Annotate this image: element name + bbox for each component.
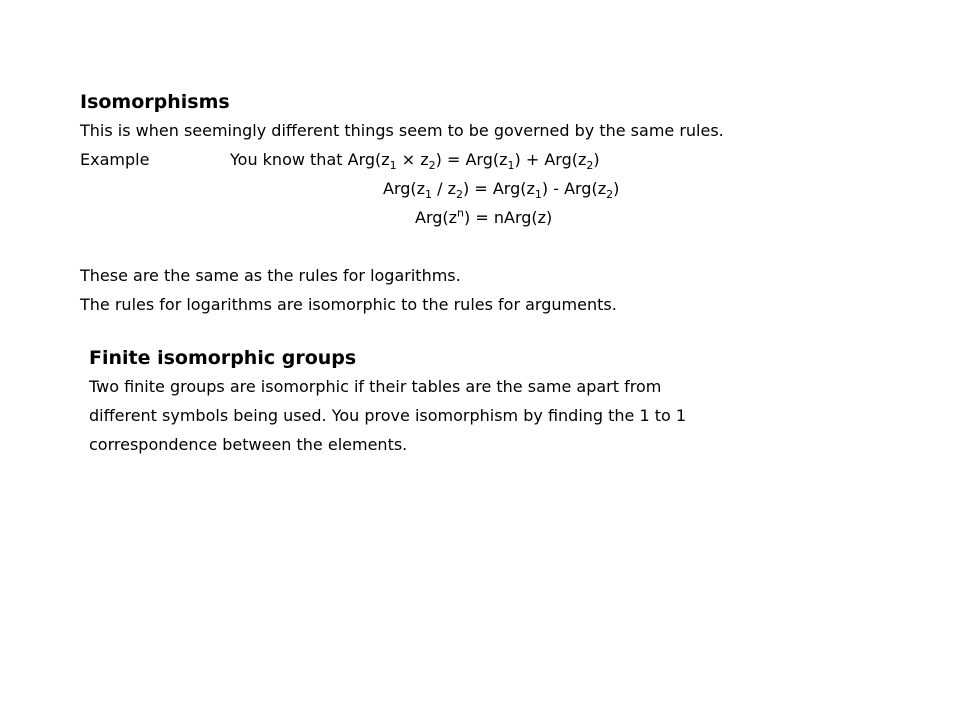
rule-2: $Arg(z_1 / z_2) = Arg(z_1) - Arg(z_2)$ (383, 179, 620, 202)
spacer (80, 232, 940, 261)
intro-text: This is when seemingly different things seem to be governed by the same rules. (80, 121, 724, 140)
you-know-that-text: You know that (230, 150, 343, 169)
rule-3-line (80, 203, 940, 232)
example-line (80, 145, 940, 174)
conclusion-1: These are the same as the rules for logarithms. (80, 266, 461, 285)
rule-2-line (80, 174, 940, 203)
isomorphisms-section (80, 88, 940, 319)
rule-1: $Arg(z_1 \times z_2) = Arg(z_1) + Arg(z_2)$ (347, 150, 600, 173)
section-heading-isomorphisms: Isomorphisms (80, 91, 230, 113)
finite-groups-line-1: Two finite groups are isomorphic if their tables are the same apart from (89, 377, 662, 396)
conclusion-2: The rules for logarithms are isomorphic to the rules for arguments. (80, 295, 617, 314)
example-label: Example (80, 150, 150, 169)
section-heading-finite-groups: Finite isomorphic groups (89, 347, 357, 369)
finite-groups-section (89, 344, 869, 459)
rule-3: $Arg(z^n)$ = nArg(z) (415, 206, 553, 227)
finite-groups-line-2: different symbols being used. You prove isomorphism by finding the 1 to 1 (89, 406, 687, 425)
finite-groups-line-3: correspondence between the elements. (89, 435, 408, 454)
